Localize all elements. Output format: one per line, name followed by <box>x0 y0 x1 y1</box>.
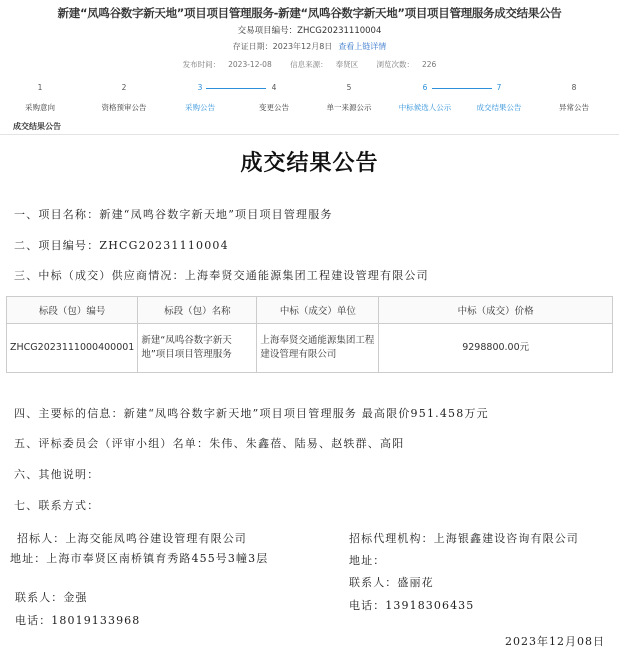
step-number: 5 <box>346 83 352 92</box>
section-supplier: 三、中标（成交）供应商情况：上海奉贤交通能源集团工程建设管理有限公司 <box>14 269 429 282</box>
agent-name: 招标代理机构：上海银鑫建设咨询有限公司 <box>349 532 579 545</box>
agent-contact-person: 联系人：盛丽花 <box>349 576 434 589</box>
step-8[interactable] <box>534 82 614 113</box>
col-winner: 中标（成交）单位 <box>257 297 379 324</box>
step-6[interactable] <box>385 82 465 113</box>
lot-number-cell: ZHCG2023111000400001 <box>7 324 138 373</box>
step-number: 3 <box>197 83 203 92</box>
publish-info-line <box>0 59 619 70</box>
views-count: 226 <box>422 60 437 69</box>
notice-date: 2023年12月08日 <box>505 635 605 648</box>
source-label: 信息来源： <box>290 60 328 69</box>
buyer-phone: 电话：18019133968 <box>15 614 141 627</box>
step-label: 单一来源公示 <box>326 103 372 112</box>
section-main-subject: 四、主要标的信息：新建“凤鸣谷数字新天地”项目项目管理服务 最高限价951.458万元 <box>14 407 489 420</box>
step-label: 采购公告 <box>185 103 215 112</box>
winner-cell: 上海奉贤交通能源集团工程建设管理有限公司 <box>257 324 379 373</box>
section-contact: 七、联系方式： <box>14 499 100 512</box>
breadcrumb: 成交结果公告 <box>13 122 61 131</box>
col-lot-number: 标段（包）编号 <box>7 297 138 324</box>
award-table <box>6 296 613 373</box>
project-number-label: 交易项目编号： <box>237 26 298 36</box>
step-label: 变更公告 <box>259 103 289 112</box>
col-price: 中标（成交）价格 <box>379 297 613 324</box>
step-3[interactable] <box>160 82 240 113</box>
buyer-address: 地址：上海市奉贤区南桥镇育秀路455号3幢3层 <box>10 552 269 565</box>
step-number: 6 <box>422 83 428 92</box>
step-label: 异常公告 <box>559 103 589 112</box>
step-label: 成交结果公告 <box>476 103 522 112</box>
col-lot-name: 标段（包）名称 <box>138 297 257 324</box>
step-label: 采购意向 <box>25 103 55 112</box>
section-committee: 五、评标委员会（评审小组）名单：朱伟、朱鑫蓓、陆易、赵轶群、高阳 <box>14 437 405 450</box>
step-label: 中标候选人公示 <box>398 103 452 112</box>
step-number: 1 <box>37 83 43 92</box>
notice-title: 新建“凤鸣谷数字新天地”项目项目管理服务-新建“凤鸣谷数字新天地”项目项目管理服务成交结果公告 <box>57 6 562 20</box>
publish-time: 2023-12-08 <box>228 60 272 69</box>
views-label: 浏览次数： <box>376 60 415 69</box>
step-7[interactable] <box>459 82 539 113</box>
lot-name-cell: 新建“凤鸣谷数字新天地”项目项目管理服务 <box>138 324 257 373</box>
publish-label: 发布时间： <box>182 60 221 69</box>
step-number: 8 <box>571 83 577 92</box>
process-steps <box>0 82 619 112</box>
table-header-row <box>7 297 613 324</box>
buyer-contact-person: 联系人：金强 <box>15 591 88 604</box>
step-5[interactable] <box>309 82 389 113</box>
project-number-line <box>0 24 619 36</box>
buyer-name: 招标人：上海交能凤鸣谷建设管理有限公司 <box>17 532 247 545</box>
step-1[interactable] <box>0 82 80 113</box>
archive-date: 2023年12月8日 <box>272 42 333 51</box>
step-4[interactable] <box>234 82 314 113</box>
step-number: 4 <box>271 83 277 92</box>
chain-details-link[interactable]: 查看上链详情 <box>338 42 387 51</box>
agent-phone: 电话：13918306435 <box>349 599 475 612</box>
step-label: 资格预审公告 <box>101 103 147 112</box>
page-title: 成交结果公告 <box>240 151 379 176</box>
project-number: ZHCG20231110004 <box>297 26 382 36</box>
table-row <box>7 324 613 373</box>
price-cell: 9298800.00元 <box>379 324 613 373</box>
agent-address: 地址： <box>349 554 386 567</box>
step-number: 7 <box>496 83 502 92</box>
source-value: 奉贤区 <box>335 60 359 69</box>
section-project-name: 一、项目名称：新建“凤鸣谷数字新天地”项目项目管理服务 <box>14 208 333 221</box>
step-number: 2 <box>121 83 127 92</box>
section-project-number: 二、项目编号：ZHCG20231110004 <box>14 239 229 252</box>
step-2[interactable] <box>84 82 164 113</box>
section-other-notes: 六、其他说明： <box>14 468 100 481</box>
divider <box>0 134 619 135</box>
archive-label: 存证日期： <box>232 42 273 51</box>
archive-line <box>0 41 619 52</box>
